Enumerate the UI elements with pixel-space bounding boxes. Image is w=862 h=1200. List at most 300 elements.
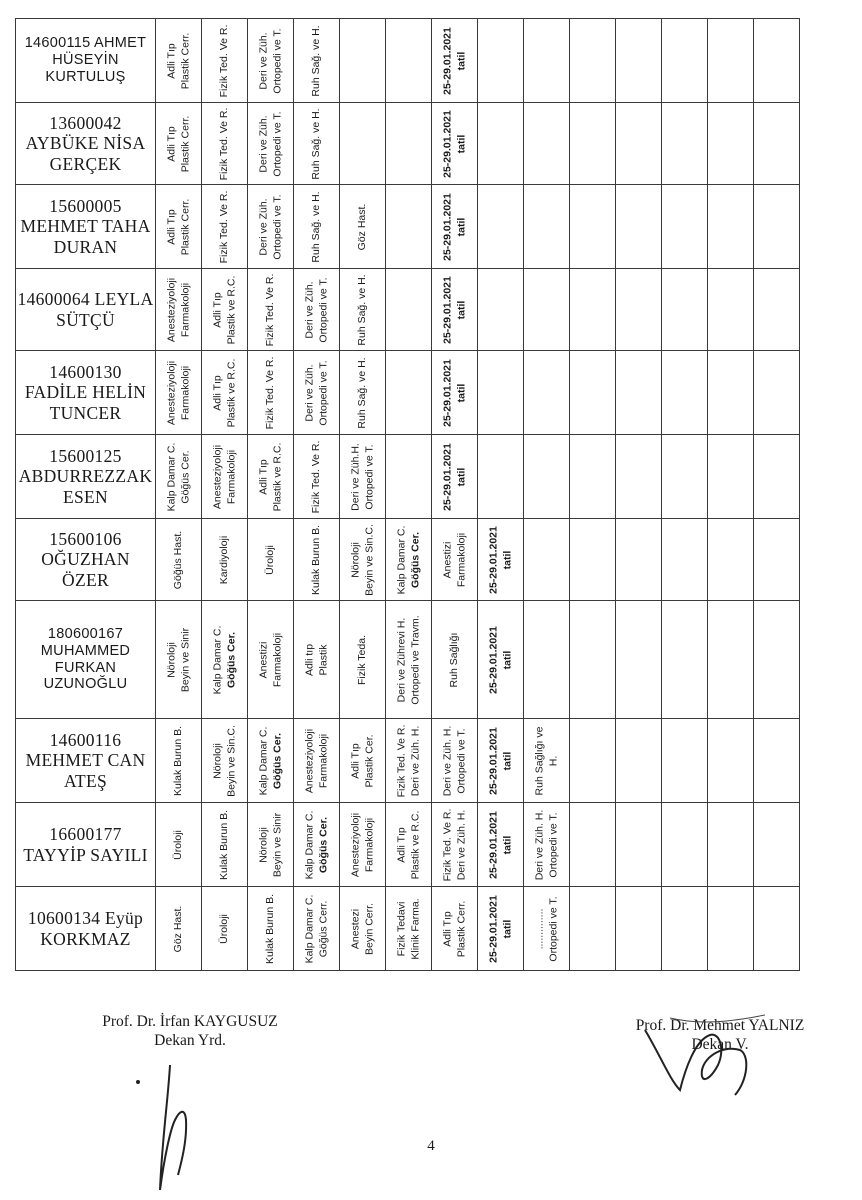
empty-cell bbox=[524, 601, 570, 719]
rotation-label bbox=[441, 808, 468, 881]
rotation-label-line: tatil bbox=[500, 919, 513, 938]
empty-cell bbox=[616, 803, 662, 887]
table-row bbox=[16, 185, 800, 269]
rotation-label-line: Ruh Sağ. ve H. bbox=[355, 273, 368, 346]
rotation-cell bbox=[202, 103, 248, 185]
rotation-label-line: Deri ve Züh. bbox=[302, 363, 315, 422]
empty-cell bbox=[754, 887, 800, 971]
empty-cell bbox=[616, 601, 662, 719]
empty-cell bbox=[386, 351, 432, 435]
empty-cell bbox=[662, 185, 708, 269]
rotation-label-line: Kulak Burun B. bbox=[309, 524, 322, 595]
empty-cell bbox=[478, 19, 524, 103]
rotation-label bbox=[264, 545, 278, 575]
rotation-label-line: Ruh Sağ. ve H. bbox=[355, 356, 368, 429]
student-name-cell: 14600116 MEHMET CAN ATEŞ bbox=[16, 719, 156, 803]
rotation-label-line: Plastik Cerr. bbox=[178, 32, 191, 89]
rotation-cell bbox=[156, 719, 202, 803]
rotation-cell bbox=[156, 103, 202, 185]
table-row bbox=[16, 435, 800, 519]
rotation-label-line: Göğüs Cer. bbox=[270, 732, 283, 789]
rotation-cell bbox=[294, 103, 340, 185]
rotation-cell bbox=[156, 519, 202, 601]
empty-cell bbox=[340, 19, 386, 103]
rotation-label-line: Kalp Damar C. bbox=[210, 625, 223, 694]
rotation-label bbox=[441, 193, 468, 261]
rotation-label-line: Ortopedi ve T. bbox=[270, 27, 283, 94]
rotation-label-line: Göğüs Cer. bbox=[178, 449, 191, 504]
rotation-label-line: Beyin ve Sin.C. bbox=[224, 724, 237, 797]
rotation-label bbox=[211, 725, 238, 797]
rotation-label bbox=[218, 535, 232, 583]
rotation-cell bbox=[294, 435, 340, 519]
rotation-label-line: Adli Tıp bbox=[394, 826, 407, 863]
rotation-cell bbox=[386, 601, 432, 719]
empty-cell bbox=[662, 719, 708, 803]
rotation-label bbox=[257, 111, 284, 176]
rotation-label-line: Anestezi bbox=[348, 908, 361, 949]
rotation-label-line: .............. bbox=[532, 908, 545, 949]
rotation-cell bbox=[432, 19, 478, 103]
rotation-label bbox=[441, 900, 468, 957]
rotation-label bbox=[165, 627, 192, 691]
rotation-label-line: Beyin Cerr. bbox=[362, 902, 375, 955]
rotation-label-line: tatil bbox=[454, 467, 467, 486]
rotation-label-line: Deri ve Züh.H. bbox=[348, 442, 361, 511]
student-name-cell: 15600005 MEHMET TAHA DURAN bbox=[16, 185, 156, 269]
rotation-label-line: Fizik Ted. Ve R. bbox=[440, 808, 453, 881]
rotation-label-line: 25-29.01.2021 bbox=[486, 894, 499, 963]
empty-cell bbox=[570, 269, 616, 351]
rotation-label bbox=[257, 812, 284, 876]
empty-cell bbox=[662, 803, 708, 887]
rotation-label-line: Fizik Ted. Ve R. bbox=[217, 190, 230, 263]
empty-cell bbox=[570, 19, 616, 103]
rotation-cell bbox=[340, 601, 386, 719]
empty-cell bbox=[570, 103, 616, 185]
table-row bbox=[16, 803, 800, 887]
signatory-name-right: Prof. Dr. Mehmet YALNIZ bbox=[635, 1017, 805, 1034]
rotation-label-line: Adli tıp bbox=[302, 643, 315, 676]
empty-cell bbox=[708, 601, 754, 719]
rotation-cell bbox=[294, 185, 340, 269]
rotation-label-line: Kalp Damar C. bbox=[302, 894, 315, 963]
rotation-label-line: Göğüs Cer. bbox=[408, 531, 421, 588]
rotation-label bbox=[303, 894, 330, 963]
rotation-cell bbox=[248, 719, 294, 803]
rotation-label-line: Adli Tıp bbox=[348, 742, 361, 779]
rotation-cell bbox=[156, 435, 202, 519]
rotation-label-line: Ortopedi ve Travm. bbox=[408, 614, 421, 705]
rotation-label-line: Anesteziyoloji bbox=[164, 360, 177, 425]
rotation-label bbox=[172, 905, 186, 952]
rotation-label-line: Anesteziyoloji bbox=[348, 812, 361, 877]
rotation-label-line: 25-29.01.2021 bbox=[440, 192, 453, 261]
rotation-label bbox=[349, 812, 376, 876]
rotation-label-line: tatil bbox=[454, 51, 467, 70]
rotation-label-line: Fizik Ted. Ve R. bbox=[309, 440, 322, 513]
empty-cell bbox=[478, 351, 524, 435]
rotation-cell bbox=[386, 719, 432, 803]
empty-cell bbox=[708, 435, 754, 519]
rotation-label-line: Ruh Sağ. ve H. bbox=[309, 107, 322, 180]
rotation-label bbox=[303, 277, 330, 342]
rotation-label-line: Beyin ve Sin.C. bbox=[362, 523, 375, 596]
empty-cell bbox=[708, 519, 754, 601]
rotation-label bbox=[303, 643, 330, 675]
rotation-label-line: Beyin ve Sinir bbox=[178, 627, 191, 692]
rotation-label-line: Deri ve Zührevi H. bbox=[394, 617, 407, 702]
rotation-label bbox=[487, 526, 514, 594]
empty-cell bbox=[616, 519, 662, 601]
rotation-label bbox=[303, 810, 330, 879]
rotation-label bbox=[211, 444, 238, 508]
rotation-label-line: Deri ve Züh. bbox=[256, 31, 269, 90]
rotation-cell bbox=[478, 887, 524, 971]
rotation-cell bbox=[156, 351, 202, 435]
empty-cell bbox=[662, 103, 708, 185]
rotation-label-line: Plastik ve R.C. bbox=[270, 442, 283, 511]
rotation-label-line: 25-29.01.2021 bbox=[440, 358, 453, 427]
student-name-cell: 14600064 LEYLA SÜTÇÜ bbox=[16, 269, 156, 351]
rotation-cell bbox=[202, 887, 248, 971]
rotation-label-line: Adli Tıp bbox=[210, 374, 223, 411]
rotation-schedule-table bbox=[15, 18, 800, 971]
signatory-title-left: Dekan Yrd. bbox=[154, 1032, 226, 1050]
rotation-label-line: Ortopedi ve T. bbox=[316, 276, 329, 343]
rotation-cell bbox=[294, 719, 340, 803]
rotation-label bbox=[395, 615, 422, 704]
table-row bbox=[16, 887, 800, 971]
rotation-cell bbox=[248, 351, 294, 435]
rotation-label-line: Göz Hast. bbox=[171, 905, 184, 952]
rotation-label-line: Ortopedi ve T. bbox=[546, 895, 559, 962]
rotation-label-line: Ruh Sağ. ve H. bbox=[309, 24, 322, 97]
rotation-label bbox=[165, 360, 192, 424]
signature-block-left bbox=[40, 1012, 340, 1051]
rotation-label bbox=[441, 725, 468, 796]
rotation-cell bbox=[294, 519, 340, 601]
rotation-cell bbox=[524, 719, 570, 803]
rotation-label bbox=[487, 811, 514, 879]
rotation-label-line: Nöroloji bbox=[348, 541, 361, 578]
empty-cell bbox=[524, 19, 570, 103]
rotation-label-line: Ruh Sağlığı ve bbox=[532, 726, 545, 795]
rotation-cell bbox=[432, 351, 478, 435]
rotation-cell bbox=[294, 601, 340, 719]
rotation-label-line: Plastik ve R.C. bbox=[224, 275, 237, 344]
rotation-cell bbox=[340, 719, 386, 803]
handwritten-signature-left bbox=[130, 1060, 220, 1200]
rotation-label-line: Göz Hast. bbox=[355, 203, 368, 250]
student-name-cell: 13600042 AYBÜKE NİSA GERÇEK bbox=[16, 103, 156, 185]
rotation-label-line: Göğüs Cerr. bbox=[316, 900, 329, 957]
rotation-label-line: Klinik Farma. bbox=[408, 897, 421, 960]
rotation-cell bbox=[202, 19, 248, 103]
rotation-label-line: Deri ve Züh. bbox=[302, 280, 315, 339]
empty-cell bbox=[708, 185, 754, 269]
empty-cell bbox=[386, 19, 432, 103]
rotation-label bbox=[303, 728, 330, 792]
empty-cell bbox=[616, 269, 662, 351]
rotation-label bbox=[257, 726, 284, 795]
rotation-label bbox=[165, 198, 192, 255]
rotation-cell bbox=[432, 719, 478, 803]
signatory-title-right: Dekan V. bbox=[691, 1036, 749, 1054]
rotation-label-line: Kalp Damar C. bbox=[394, 525, 407, 594]
table-row bbox=[16, 351, 800, 435]
empty-cell bbox=[386, 269, 432, 351]
empty-cell bbox=[662, 601, 708, 719]
rotation-label-line: Farmakoloji bbox=[270, 632, 283, 687]
rotation-cell bbox=[294, 351, 340, 435]
rotation-cell bbox=[156, 269, 202, 351]
rotation-label bbox=[172, 830, 186, 860]
rotation-cell bbox=[248, 887, 294, 971]
rotation-label bbox=[487, 895, 514, 963]
table-row bbox=[16, 103, 800, 185]
rotation-label-line: tatil bbox=[454, 217, 467, 236]
rotation-label-line: Deri ve Züh. H. bbox=[408, 725, 421, 796]
rotation-label-line: tatil bbox=[500, 650, 513, 669]
rotation-label-line: Fizik Ted. Ve R. bbox=[217, 24, 230, 97]
rotation-cell bbox=[340, 519, 386, 601]
rotation-cell bbox=[340, 269, 386, 351]
rotation-label-line: Kalp Damar C. bbox=[256, 726, 269, 795]
rotation-label bbox=[264, 893, 278, 963]
rotation-cell bbox=[478, 519, 524, 601]
empty-cell bbox=[616, 351, 662, 435]
rotation-cell bbox=[386, 887, 432, 971]
empty-cell bbox=[754, 435, 800, 519]
empty-cell bbox=[478, 103, 524, 185]
empty-cell bbox=[754, 803, 800, 887]
empty-cell bbox=[524, 185, 570, 269]
rotation-label bbox=[257, 28, 284, 93]
rotation-label bbox=[257, 194, 284, 259]
rotation-label-line: Anestizi bbox=[440, 541, 453, 578]
rotation-label-line: Adli Tıp bbox=[164, 125, 177, 162]
rotation-label bbox=[441, 110, 468, 178]
rotation-label-line: Adli Tıp bbox=[256, 458, 269, 495]
rotation-cell bbox=[432, 601, 478, 719]
rotation-label bbox=[349, 734, 376, 787]
empty-cell bbox=[570, 519, 616, 601]
rotation-label-line: 25-29.01.2021 bbox=[486, 625, 499, 694]
rotation-label bbox=[356, 357, 370, 428]
rotation-cell bbox=[386, 519, 432, 601]
rotation-label-line: 25-29.01.2021 bbox=[486, 810, 499, 879]
empty-cell bbox=[754, 185, 800, 269]
rotation-label bbox=[395, 525, 422, 594]
rotation-cell bbox=[294, 887, 340, 971]
rotation-label-line: Üroloji bbox=[217, 913, 230, 944]
rotation-cell bbox=[432, 887, 478, 971]
empty-cell bbox=[708, 351, 754, 435]
rotation-cell bbox=[432, 803, 478, 887]
rotation-label-line: Ortopedi ve T. bbox=[316, 359, 329, 426]
rotation-cell bbox=[524, 803, 570, 887]
rotation-cell bbox=[478, 803, 524, 887]
rotation-label-line: Farmakoloji bbox=[454, 532, 467, 587]
empty-cell bbox=[570, 719, 616, 803]
rotation-cell bbox=[156, 887, 202, 971]
empty-cell bbox=[754, 269, 800, 351]
rotation-label-line: Kardiyoloji bbox=[217, 535, 230, 584]
rotation-cell bbox=[340, 435, 386, 519]
rotation-label-line: Ruh Sağlığı bbox=[447, 632, 460, 687]
rotation-label-line: Anesteziyoloji bbox=[164, 277, 177, 342]
rotation-label bbox=[356, 203, 370, 250]
rotation-label-line: tatil bbox=[500, 550, 513, 569]
rotation-cell bbox=[202, 601, 248, 719]
rotation-cell bbox=[340, 351, 386, 435]
rotation-label bbox=[165, 32, 192, 89]
rotation-label bbox=[218, 24, 232, 97]
rotation-label bbox=[441, 276, 468, 344]
rotation-label-line: Ruh Sağ. ve H. bbox=[309, 190, 322, 263]
rotation-label-line: Deri ve Züh. H. bbox=[440, 725, 453, 796]
empty-cell bbox=[754, 351, 800, 435]
rotation-label bbox=[441, 532, 468, 586]
rotation-label bbox=[356, 274, 370, 345]
rotation-label-line: tatil bbox=[500, 751, 513, 770]
empty-cell bbox=[662, 351, 708, 435]
rotation-label bbox=[172, 725, 186, 795]
empty-cell bbox=[478, 435, 524, 519]
rotation-label bbox=[441, 359, 468, 427]
rotation-label bbox=[165, 277, 192, 341]
rotation-label-line: tatil bbox=[454, 300, 467, 319]
empty-cell bbox=[616, 887, 662, 971]
rotation-label-line: Plastik ve R.C. bbox=[408, 810, 421, 879]
rotation-label bbox=[533, 809, 560, 880]
rotation-label-line: Deri ve Züh. bbox=[256, 114, 269, 173]
rotation-cell bbox=[202, 269, 248, 351]
rotation-label-line: Kalp Damar C. bbox=[302, 810, 315, 879]
rotation-label bbox=[264, 356, 278, 429]
rotation-cell bbox=[294, 19, 340, 103]
rotation-label-line: Farmakoloji bbox=[362, 817, 375, 872]
student-name-cell: 16600177 TAYYİP SAYILI bbox=[16, 803, 156, 887]
empty-cell bbox=[754, 519, 800, 601]
rotation-label-line: tatil bbox=[500, 835, 513, 854]
empty-cell bbox=[616, 719, 662, 803]
empty-cell bbox=[524, 519, 570, 601]
rotation-cell bbox=[248, 601, 294, 719]
student-name-cell: 14600130 FADİLE HELİN TUNCER bbox=[16, 351, 156, 435]
handwritten-signature-right bbox=[640, 1010, 770, 1110]
rotation-label bbox=[356, 635, 370, 685]
rotation-label-line: Göğüs Cer. bbox=[316, 816, 329, 873]
rotation-label-line: Fizik Ted. Ve R. bbox=[394, 724, 407, 797]
empty-cell bbox=[708, 103, 754, 185]
empty-cell bbox=[708, 887, 754, 971]
rotation-cell bbox=[156, 185, 202, 269]
student-name-cell: 10600134 Eyüp KORKMAZ bbox=[16, 887, 156, 971]
student-name-cell: 15600125 ABDURREZZAK ESEN bbox=[16, 435, 156, 519]
rotation-cell bbox=[432, 435, 478, 519]
empty-cell bbox=[570, 435, 616, 519]
rotation-cell bbox=[340, 803, 386, 887]
rotation-label-line: Adli Tıp bbox=[440, 910, 453, 947]
rotation-cell bbox=[294, 803, 340, 887]
empty-cell bbox=[524, 351, 570, 435]
rotation-label-line: Farmakoloji bbox=[316, 733, 329, 788]
student-name-cell: 15600106 OĞUZHAN ÖZER bbox=[16, 519, 156, 601]
table-row bbox=[16, 19, 800, 103]
rotation-label bbox=[165, 442, 192, 511]
empty-cell bbox=[570, 601, 616, 719]
rotation-label-line: Fizik Ted. Ve R. bbox=[217, 107, 230, 180]
rotation-label bbox=[310, 191, 324, 262]
rotation-label-line: 25-29.01.2021 bbox=[440, 275, 453, 344]
rotation-label-line: Deri ve Züh. H. bbox=[532, 809, 545, 880]
rotation-label-line: Deri ve Züh. H. bbox=[454, 809, 467, 880]
empty-cell bbox=[524, 435, 570, 519]
rotation-label bbox=[441, 443, 468, 511]
rotation-label-line: Farmakoloji bbox=[178, 365, 191, 420]
table-row bbox=[16, 519, 800, 601]
rotation-label bbox=[533, 726, 560, 795]
rotation-cell bbox=[248, 519, 294, 601]
rotation-label bbox=[533, 896, 560, 961]
rotation-cell bbox=[202, 435, 248, 519]
rotation-label-line: Adli Tıp bbox=[164, 208, 177, 245]
empty-cell bbox=[386, 435, 432, 519]
rotation-label-line: Farmakoloji bbox=[224, 449, 237, 504]
rotation-label bbox=[211, 358, 238, 427]
student-name-cell: 180600167 MUHAMMED FURKAN UZUNOĞLU bbox=[16, 601, 156, 719]
rotation-label bbox=[349, 443, 376, 511]
rotation-cell bbox=[248, 185, 294, 269]
rotation-label bbox=[395, 898, 422, 959]
rotation-cell bbox=[202, 519, 248, 601]
empty-cell bbox=[616, 103, 662, 185]
rotation-label-line: Farmakoloji bbox=[178, 282, 191, 337]
rotation-cell bbox=[248, 103, 294, 185]
rotation-cell bbox=[202, 719, 248, 803]
rotation-cell bbox=[432, 103, 478, 185]
rotation-cell bbox=[248, 435, 294, 519]
empty-cell bbox=[570, 185, 616, 269]
rotation-label-line: Fizik Tedavi bbox=[394, 901, 407, 956]
empty-cell bbox=[386, 185, 432, 269]
rotation-label bbox=[487, 626, 514, 694]
rotation-label-line: Kalp Damar C. bbox=[164, 442, 177, 511]
rotation-label-line: Fizik Ted. Ve R. bbox=[263, 273, 276, 346]
rotation-label-line: Üroloji bbox=[171, 829, 184, 860]
rotation-label bbox=[349, 524, 376, 596]
rotation-cell bbox=[386, 803, 432, 887]
rotation-label bbox=[448, 632, 462, 687]
rotation-label bbox=[218, 809, 232, 879]
rotation-label-line: Fizik Ted. Ve R. bbox=[263, 356, 276, 429]
rotation-cell bbox=[432, 269, 478, 351]
rotation-cell bbox=[248, 269, 294, 351]
rotation-cell bbox=[156, 601, 202, 719]
rotation-cell bbox=[248, 803, 294, 887]
rotation-cell bbox=[340, 887, 386, 971]
empty-cell bbox=[570, 887, 616, 971]
rotation-label-line: Deri ve Züh. bbox=[256, 197, 269, 256]
rotation-label-line: Üroloji bbox=[263, 544, 276, 575]
rotation-label-line: 25-29.01.2021 bbox=[440, 26, 453, 95]
rotation-label bbox=[211, 275, 238, 344]
rotation-label bbox=[395, 724, 422, 797]
empty-cell bbox=[616, 185, 662, 269]
rotation-label-line: Plastik Cerr. bbox=[454, 900, 467, 957]
